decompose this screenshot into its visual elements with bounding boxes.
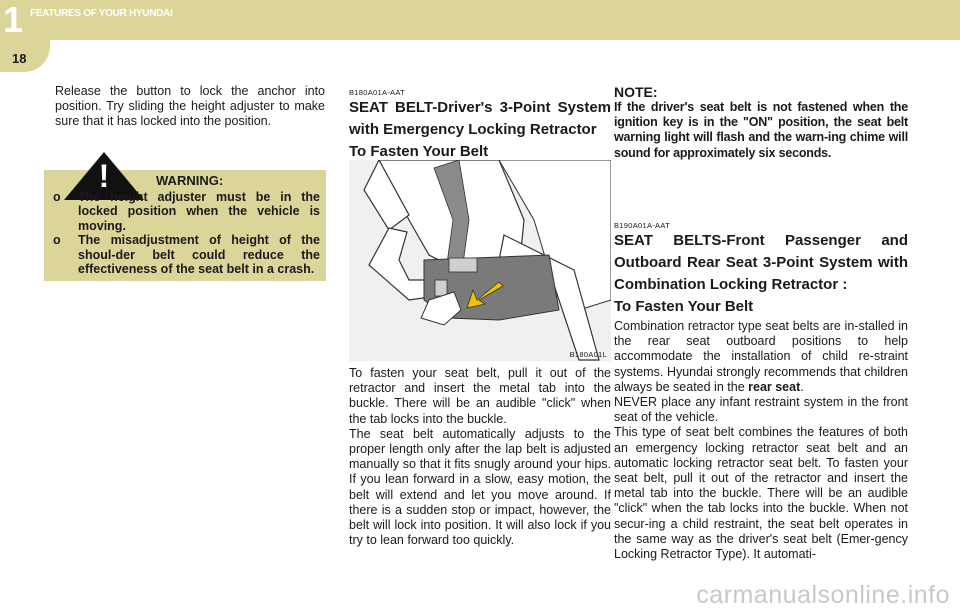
- header-bar: [0, 0, 960, 40]
- watermark: carmanualsonline.info: [696, 581, 950, 609]
- note-text: If the driver's seat belt is not fastened when the ignition key is in the "ON" position, the seat belt warning light will flash and the warn-ing chime will sound for approximately six seconds.: [614, 100, 908, 160]
- intro-paragraph: Release the button to lock the anchor into position. Try sliding the height adjuster to make sure that it has locked into the position.: [55, 84, 325, 129]
- warning-item: [44, 233, 320, 276]
- warning-item: [44, 190, 320, 233]
- section-code: B190A01A-AAT: [614, 221, 670, 230]
- section-code: B180A01A-AAT: [349, 88, 405, 97]
- note-title: NOTE:: [614, 84, 658, 100]
- warning-box: [44, 158, 326, 281]
- page-number: 18: [12, 51, 27, 66]
- column-middle: [349, 88, 611, 163]
- warning-list: [44, 190, 320, 276]
- section-heading: SEAT BELT-Driver's 3-Point System with Emergency Locking Retractor: [349, 99, 611, 138]
- column-left: [55, 84, 325, 130]
- warning-bullet: o: [53, 233, 61, 248]
- body-text-part2: . NEVER place any infant restraint system in the front seat of the vehicle. This type of seat belt combines the features of both an emergency locking retractor seat belt and an automatic locking retractor seat belt. To fasten your seat belt, pull it out of the retractor and insert the metal tab into the buckle. There will be an audible "click" when the tab locks into the buckle. When not secur-ing a child restraint, the seat belt operates in the same way as the driver's seat belt (Emer-gency Locking Retractor Type). It automati-: [614, 379, 908, 562]
- column-right: [614, 84, 908, 161]
- warning-bullet: o: [53, 190, 61, 204]
- body-text-part1: Combination retractor type seat belts are in-stalled in the rear seat outboard positions to help accommodate the installation of child re-straint systems. Hyundai strongly recommends that children always be seated in the: [614, 319, 908, 394]
- warning-item-text: The misadjustment of height of the shoul-der belt could reduce the effectiveness of the seat belt in a crash.: [78, 233, 320, 277]
- warning-item-text: The height adjuster must be in the locked position when the vehicle is moving.: [78, 190, 320, 233]
- body-text-bold: rear seat: [748, 379, 801, 394]
- section-subheading: To Fasten Your Belt: [349, 143, 489, 160]
- chapter-number: 1: [3, 0, 24, 40]
- section-subheading: To Fasten Your Belt: [614, 298, 754, 315]
- column-middle-body: [349, 366, 611, 548]
- column-right-section: [614, 221, 908, 562]
- warning-title: WARNING:: [156, 173, 224, 188]
- fasten-belt-paragraph: To fasten your seat belt, pull it out of the retractor and insert the metal tab into the buckle. There will be an audible "click" when the tab locks into the buckle. The seat belt automatically adjusts to the proper length only after the lap belt is adjusted manually so that it fits snugly around your hips. If you lean forward in a slow, easy motion, the belt will extend and let you move around. If there is a sudden stop or impact, however, the belt will lock into position. It will also lock if you try to lean forward too quickly.: [349, 366, 611, 548]
- chapter-title: FEATURES OF YOUR HYUNDAI: [30, 8, 173, 19]
- driver-buckling-drawing: [349, 160, 611, 361]
- figure-code: B180A01L: [569, 350, 607, 359]
- section-heading: SEAT BELTS-Front Passenger and Outboard Rear Seat 3-Point System with Combination Locking Retractor :: [614, 232, 908, 293]
- exclamation-icon: !: [98, 158, 110, 194]
- passenger-belt-paragraph: [614, 319, 908, 562]
- seat-belt-illustration: [349, 160, 611, 361]
